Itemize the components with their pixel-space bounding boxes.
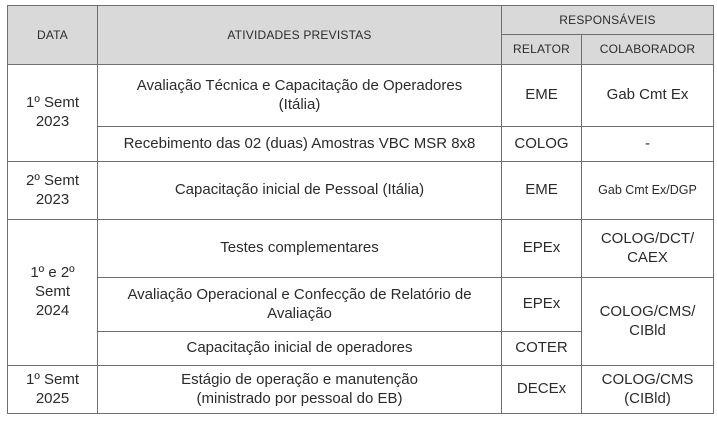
table-row [8, 65, 714, 127]
activity-cell: Estágio de operação e manutenção (ministrado por pessoal do EB) [98, 366, 502, 414]
colaborador-cell: Gab Cmt Ex/DGP [582, 162, 714, 220]
header-atividades: ATIVIDADES PREVISTAS [98, 6, 502, 65]
activity-cell: Recebimento das 02 (duas) Amostras VBC MSR 8x8 [98, 127, 502, 162]
table-row [8, 127, 714, 162]
relator-cell: COLOG [502, 127, 582, 162]
activity-cell: Avaliação Técnica e Capacitação de Operadores (Itália) [98, 65, 502, 127]
activity-cell: Avaliação Operacional e Confecção de Relatório de Avaliação [98, 278, 502, 332]
date-cell: 1º Semt 2025 [8, 366, 98, 414]
table-row [8, 162, 714, 220]
colaborador-cell: COLOG/CMS (CIBld) [582, 366, 714, 414]
relator-cell: DECEx [502, 366, 582, 414]
colaborador-cell: COLOG/DCT/ CAEX [582, 220, 714, 278]
relator-cell: EME [502, 162, 582, 220]
activity-cell: Capacitação inicial de operadores [98, 332, 502, 366]
header-colaborador: COLABORADOR [582, 35, 714, 65]
activity-cell: Testes complementares [98, 220, 502, 278]
table-row [8, 278, 714, 332]
colaborador-cell: Gab Cmt Ex [582, 65, 714, 127]
schedule-table [7, 5, 714, 414]
activity-cell: Capacitação inicial de Pessoal (Itália) [98, 162, 502, 220]
colaborador-cell: COLOG/CMS/ CIBld [582, 278, 714, 366]
date-cell: 2º Semt 2023 [8, 162, 98, 220]
table-row [8, 366, 714, 414]
relator-cell: EPEx [502, 220, 582, 278]
date-cell: 1º e 2º Semt 2024 [8, 220, 98, 366]
relator-cell: COTER [502, 332, 582, 366]
relator-cell: EME [502, 65, 582, 127]
header-responsaveis: RESPONSÁVEIS [502, 6, 714, 35]
header-data: DATA [8, 6, 98, 65]
relator-cell: EPEx [502, 278, 582, 332]
header-relator: RELATOR [502, 35, 582, 65]
table-row [8, 220, 714, 278]
colaborador-cell: - [582, 127, 714, 162]
date-cell: 1º Semt 2023 [8, 65, 98, 162]
